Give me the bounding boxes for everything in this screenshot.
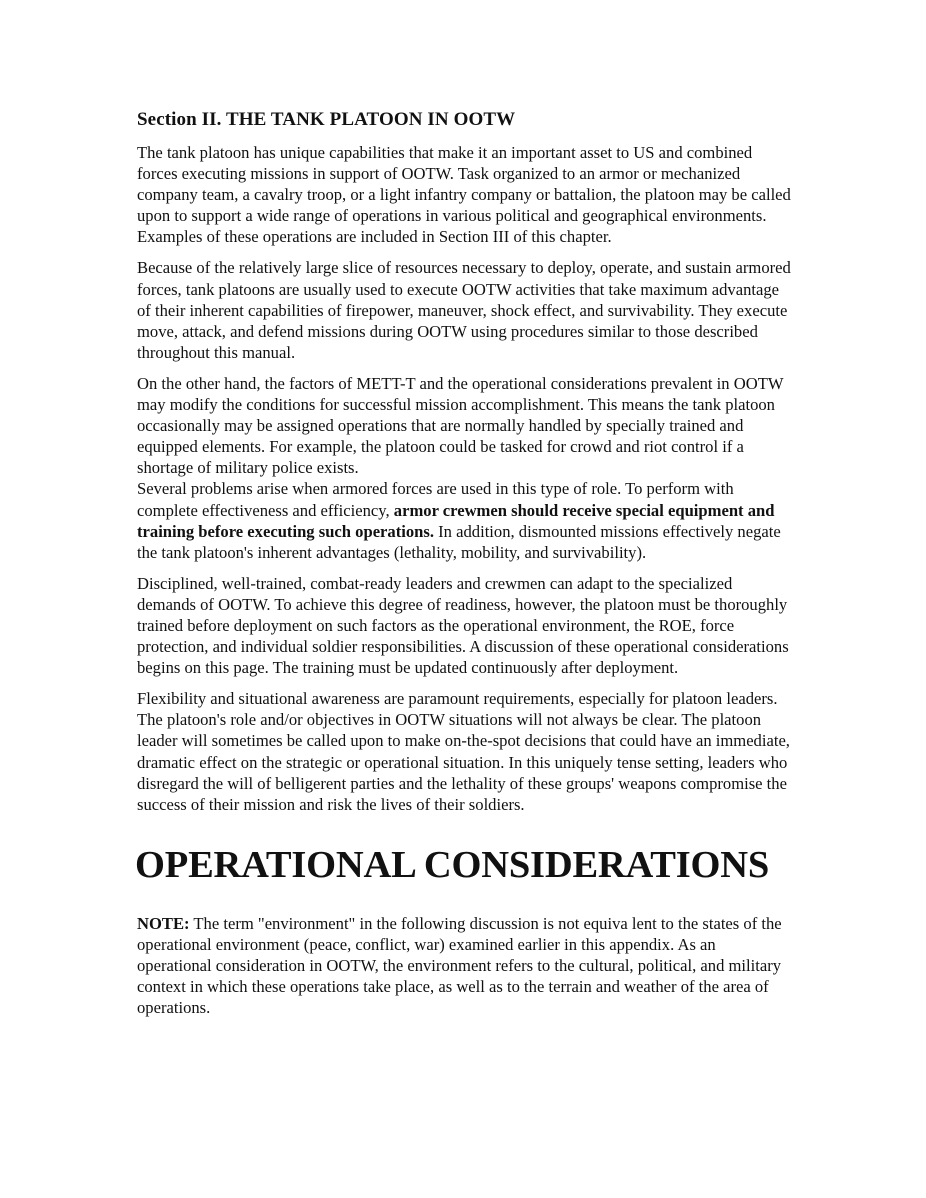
paragraph-problems-start: Several problems arise when armored forces are used in this type of role. To perform with complete effectiveness and efficiency, [137,479,734,520]
paragraph-problems-end: In addition, dismounted missions effectively negate the tank platoon's inherent advantages (lethality, mobility, and survivability). [137,521,781,562]
paragraph-flexibility: Flexibility and situational awareness are paramount requirements, especially for platoon leaders. The platoon's role and/or objectives in OOTW situations will not always be clear. The platoon leader will sometimes be called upon to make on-the-spot decisions that could have an immediate, dramatic effect on the strategic or operational situation. In this uniquely tense setting, leaders who disregard the will of belligerent parties and the lethality of these groups' weapons compromise the success of their mission and risk the lives of their soldiers. [137,689,790,814]
document-page [137,108,792,1028]
paragraph-resources: Because of the relatively large slice of resources necessary to deploy, operate, and sustain armored forces, tank platoons are usually used to execute OOTW activities that take maximum advantage of their inherent capabilities of firepower, maneuver, shock effect, and survivability. They execute move, attack, and defend missions during OOTW using procedures similar to those described throughout this manual. [137,258,791,362]
paragraph-problems [137,478,792,562]
paragraph-tank-platoon-capabilities: The tank platoon has unique capabilities that make it an important asset to US and combined forces executing missions in support of OOTW. Task organized to an armor or mechanized company team, a cavalry troop, or a light infantry company or battalion, the platoon may be called upon to support a wide range of operations in various political and geographical environments. Examples of these operations are included in Section III of this chapter. [137,143,791,247]
paragraph-problems-emphasis: armor crewmen should receive special equipment and training before executing such operations. [137,500,775,541]
note-text: The term "environment" in the following discussion is not equiva lent to the states of the operational environment (peace, conflict, war) examined earlier in this appendix. As an operational consideration in OOTW, the environment refers to the cultural, political, and military context in which these operations take place, as well as to the terrain and weather of the area of operations. [137,913,782,1018]
section-heading: Section II. THE TANK PLATOON IN OOTW [137,109,516,130]
paragraph-mett-t: On the other hand, the factors of METT-T and the operational considerations prevalent in OOTW may modify the conditions for successful mission accomplishment. This means the tank platoon occasionally may be assigned operations that are normally handled by specially trained and equipped elements. For example, the platoon could be tasked for crowd and riot control if a shortage of military police exists. [137,373,784,478]
paragraph-disciplined-leaders: Disciplined, well-trained, combat-ready leaders and crewmen can adapt to the specialized demands of OOTW. To achieve this degree of readiness, however, the platoon must be thoroughly trained before deployment on such factors as the operational environment, the ROE, force protection, and individual soldier responsibilities. A discussion of these operational considerations begins on this page. The training must be updated continuously after deployment. [137,573,789,678]
note-label: NOTE: [137,913,190,933]
note-paragraph [137,913,792,1018]
operational-considerations-heading: OPERATIONAL CONSIDERATIONS [135,843,770,886]
